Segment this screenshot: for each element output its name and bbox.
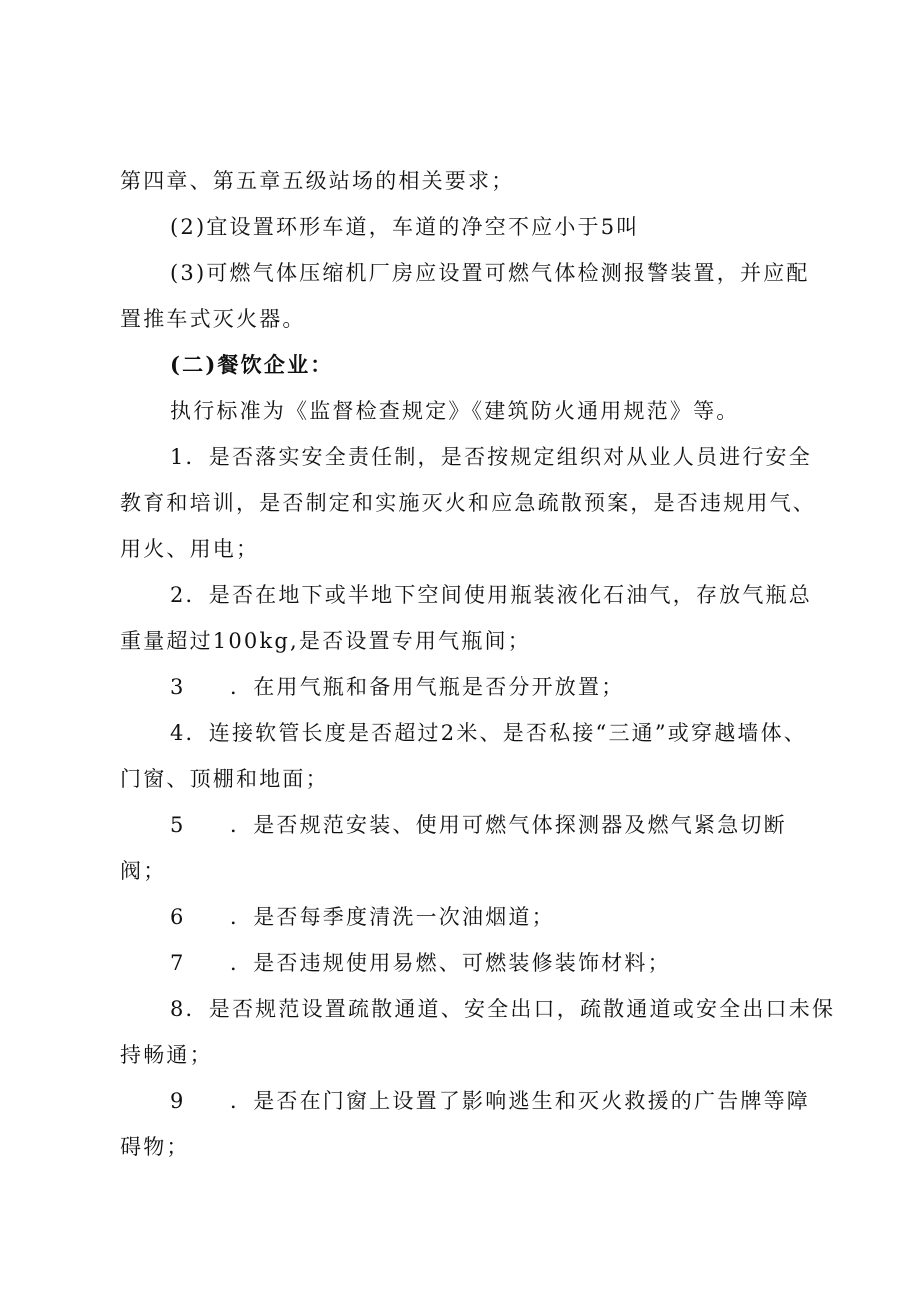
text-line: 重量超过100kg,是否设置专用气瓶间； [120,629,531,653]
item-number: 7 [170,951,186,975]
list-item [170,1086,810,1116]
text-line: 4．连接软管长度是否超过2米、是否私接“三通”或穿越墙体、 [170,721,807,745]
text-line: 碍物； [120,1135,190,1159]
text-line: (3)可燃气体压缩机厂房应设置可燃气体检测报警装置，并应配 [170,261,810,285]
item-text: ．在用气瓶和备用气瓶是否分开放置； [230,675,625,699]
list-item [170,902,555,932]
item-number: 3 [170,675,186,699]
item-text: ．是否违规使用易燃、可燃装修装饰材料； [230,951,671,975]
text-line: 执行标准为《监督检查规定》《建筑防火通用规范》等。 [170,399,740,423]
item-number: 6 [170,905,186,929]
text-line: 阀； [120,859,167,883]
text-line: 8．是否规范设置疏散通道、安全出口，疏散通道或安全出口未保 [170,997,836,1021]
text-line: 置推车式灭火器。 [120,307,306,331]
list-item [170,948,671,978]
section-heading: (二)餐饮企业： [170,352,334,377]
list-item [170,672,624,702]
text-line: 1．是否落实安全责任制，是否按规定组织对从业人员进行安全 [170,445,812,469]
text-line: 2．是否在地下或半地下空间使用瓶装液化石油气，存放气瓶总 [170,583,812,607]
text-line: 教育和培训，是否制定和实施灭火和应急疏散预案，是否违规用气、 [120,491,816,515]
list-item [170,810,787,840]
item-text: ．是否每季度清洗一次油烟道； [230,905,555,929]
text-line: 用火、用电； [120,537,260,561]
text-line: 第四章、第五章五级站场的相关要求； [120,169,515,193]
text-line: 门窗、顶棚和地面； [120,767,329,791]
item-number: 5 [170,813,186,837]
text-line: (2)宜设置环形车道，车道的净空不应小于5叫 [170,215,640,239]
text-line: 持畅通； [120,1043,213,1067]
item-text: ．是否在门窗上设置了影响逃生和灭火救援的广告牌等障 [230,1089,810,1113]
item-text: ．是否规范安装、使用可燃气体探测器及燃气紧急切断 [230,813,787,837]
item-number: 9 [170,1089,186,1113]
